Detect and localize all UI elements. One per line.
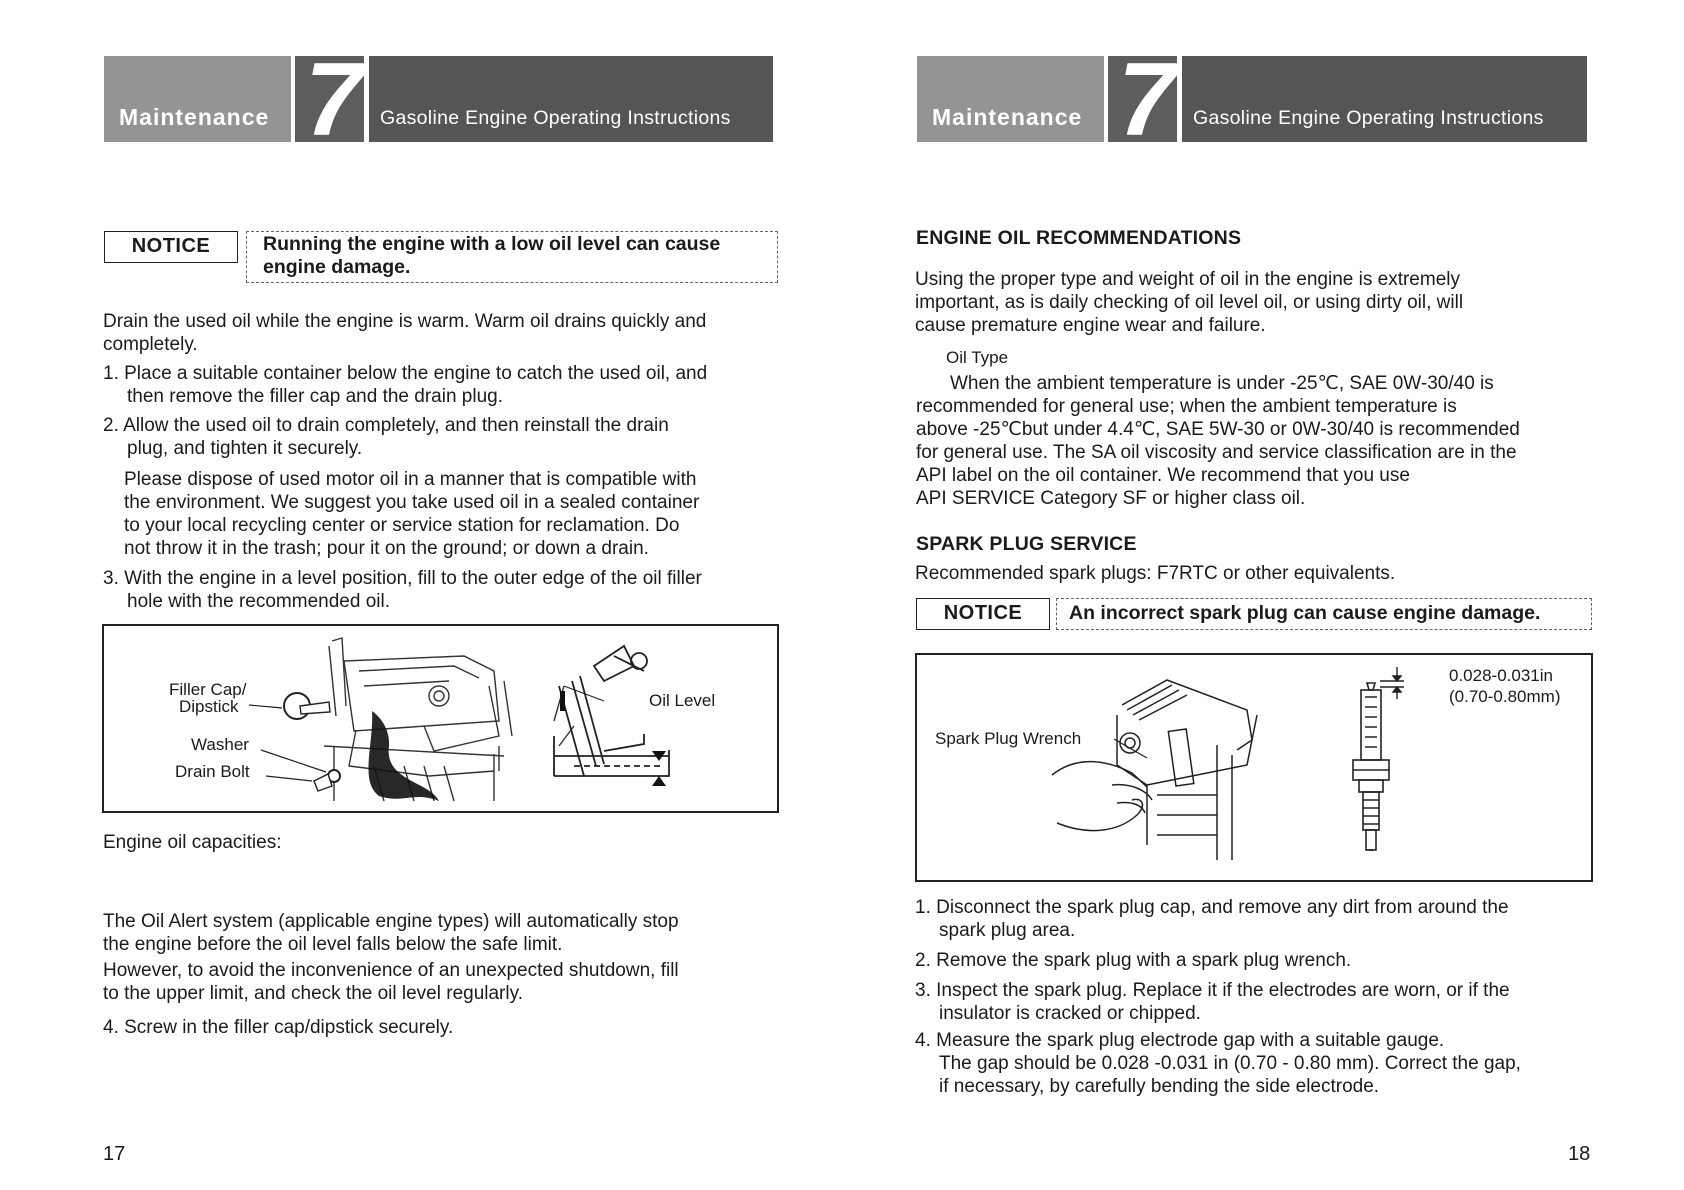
- spark-plug-heading: SPARK PLUG SERVICE: [916, 533, 1137, 555]
- page-header: [917, 56, 1592, 142]
- spark-step-4: 4. Measure the spark plug electrode gap with a suitable gauge. The gap should be 0.028 -0.031 in (0.70 - 0.80 mm). Correct the gap, if necessary, by carefully bending the side electrode.: [915, 1030, 1521, 1097]
- oil-alert-paragraph: The Oil Alert system (applicable engine types) will automatically stop the engine before the oil level falls below the safe limit. However, to avoid the inconvenience of an unexpected shutdown, fill to the upper limit, and check the oil level regularly.: [103, 911, 679, 1004]
- header-title: Gasoline Engine Operating Instructions: [369, 56, 773, 142]
- step-4: 4. Screw in the filler cap/dipstick securely.: [103, 1017, 454, 1038]
- chapter-number: 7: [1108, 56, 1177, 142]
- spark-plug-wrench-label: Spark Plug Wrench: [935, 729, 1082, 748]
- page-number: 18: [1568, 1143, 1591, 1165]
- oil-drain-figure: [102, 624, 779, 813]
- spark-plug-figure: [915, 653, 1593, 882]
- dipstick-label: Dipstick: [179, 697, 239, 716]
- section-label: Maintenance: [917, 56, 1104, 142]
- step-2: 2. Allow the used oil to drain completely, and then reinstall the drain plug, and tighten it securely.: [103, 415, 669, 459]
- notice-message: Running the engine with a low oil level can cause engine damage.: [246, 231, 778, 283]
- notice-label: NOTICE: [104, 231, 238, 263]
- recommended-spark-plugs: Recommended spark plugs: F7RTC or other equivalents.: [915, 563, 1396, 584]
- intro-paragraph: Drain the used oil while the engine is warm. Warm oil drains quickly and completely.: [103, 311, 707, 355]
- capacities-label: Engine oil capacities:: [103, 832, 282, 853]
- oil-level-label: Oil Level: [649, 691, 716, 710]
- drain-bolt-label: Drain Bolt: [175, 762, 250, 781]
- filler-cap-label: Filler Cap/: [169, 680, 247, 699]
- washer-label: Washer: [191, 735, 249, 754]
- oil-intro-paragraph: Using the proper type and weight of oil in the engine is extremely important, as is daily checking of oil level oil, or using dirty oil, will cause premature engine wear and failure.: [915, 269, 1464, 336]
- oil-type-paragraph: When the ambient temperature is under -25℃, SAE 0W-30/40 is recommended for general use; when the ambient temperature is above -25℃but under 4.4℃, SAE 5W-30 or 0W-30/40 is recommended for general use. The SA oil viscosity and service classification are in the API label on the oil container. We recommend that you use API SERVICE Category SF or higher class oil.: [916, 373, 1520, 509]
- spark-step-1: 1. Disconnect the spark plug cap, and remove any dirt from around the spark plug area.: [915, 897, 1509, 941]
- oil-recommendations-heading: ENGINE OIL RECOMMENDATIONS: [916, 227, 1242, 249]
- page-18: [842, 0, 1684, 1190]
- step-3: 3. With the engine in a level position, fill to the outer edge of the oil filler hole with the recommended oil.: [103, 568, 702, 612]
- gap-inches-label: 0.028-0.031in: [1449, 666, 1553, 685]
- spark-step-3: 3. Inspect the spark plug. Replace it if the electrodes are worn, or if the insulator is cracked or chipped.: [915, 980, 1510, 1024]
- page-header: [104, 56, 774, 142]
- notice-label: NOTICE: [916, 598, 1050, 630]
- oil-type-label: Oil Type: [946, 348, 1009, 367]
- notice-message: An incorrect spark plug can cause engine damage.: [1056, 598, 1592, 630]
- dispose-paragraph: Please dispose of used motor oil in a manner that is compatible with the environment. We suggest you take used oil in a sealed container to your local recycling center or service station for reclamation. Do not throw it in the trash; pour it on the ground; or down a drain.: [124, 469, 700, 559]
- spark-step-2: 2. Remove the spark plug with a spark plug wrench.: [915, 950, 1352, 971]
- header-title: Gasoline Engine Operating Instructions: [1182, 56, 1587, 142]
- engine-drain-illustration: [104, 626, 777, 811]
- section-label: Maintenance: [104, 56, 291, 142]
- step-1: 1. Place a suitable container below the engine to catch the used oil, and then remove the filler cap and the drain plug.: [103, 363, 708, 407]
- chapter-number: 7: [295, 56, 364, 142]
- gap-mm-label: (0.70-0.80mm): [1449, 687, 1561, 706]
- page-number: 17: [103, 1143, 126, 1165]
